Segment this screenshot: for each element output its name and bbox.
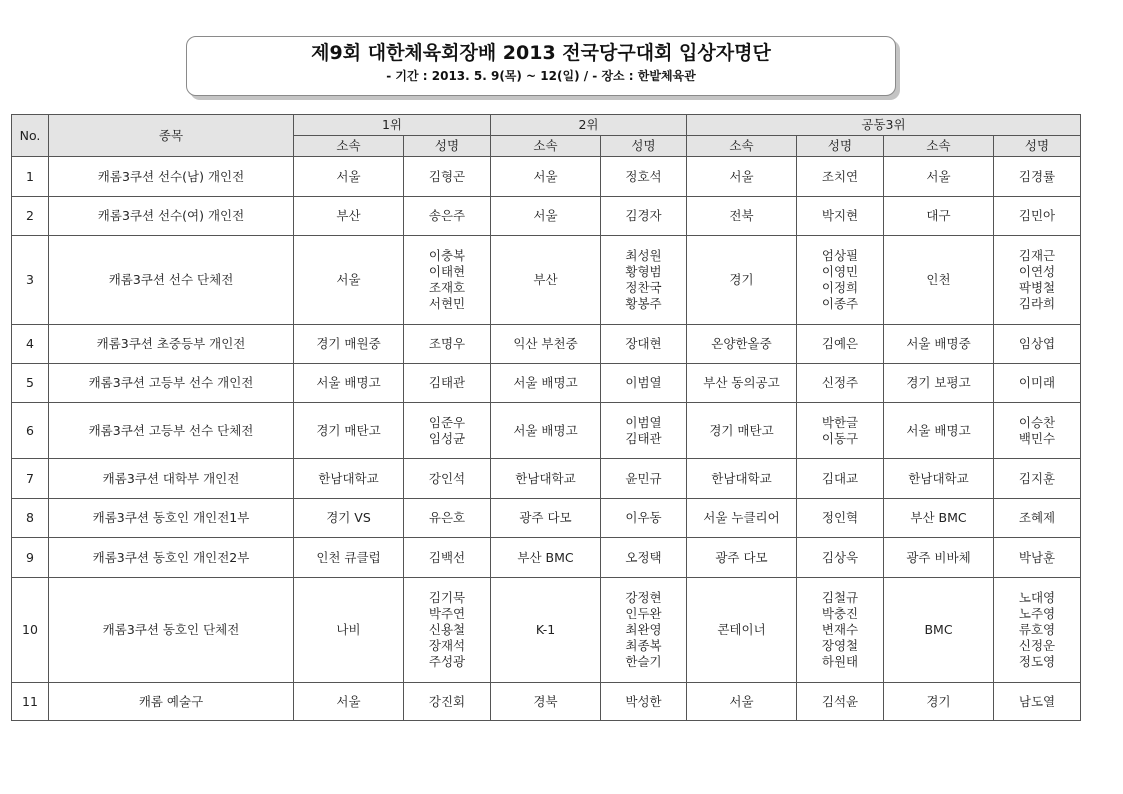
third-b-names — [994, 499, 1081, 538]
first-affiliation: 경기 VS — [294, 499, 404, 538]
player-name: 조명우 — [428, 336, 466, 351]
third-b-names — [994, 683, 1081, 721]
header-first-name: 성명 — [404, 136, 491, 157]
third-a-affiliation: 한남대학교 — [687, 459, 797, 499]
player-name: 박성한 — [625, 693, 662, 709]
player-name: 이범열 — [625, 414, 662, 430]
player-name: 최종복 — [625, 638, 662, 653]
second-names — [601, 683, 687, 721]
third-b-affiliation: 서울 — [884, 157, 994, 197]
player-name: 강정현 — [625, 590, 662, 605]
first-names — [404, 578, 491, 683]
page-title: 제9회 대한체육회장배 2013 전국당구대회 입상자명단 — [311, 42, 771, 64]
player-name: 황봉주 — [625, 296, 662, 311]
header-row-top — [12, 115, 1081, 136]
player-name: 최완영 — [625, 622, 662, 637]
header-second: 2위 — [491, 115, 687, 136]
third-b-affiliation: 경기 — [884, 683, 994, 721]
player-name: 정도영 — [1018, 654, 1056, 669]
second-affiliation: 익산 부천중 — [491, 325, 601, 364]
table-row — [12, 325, 1081, 364]
third-a-affiliation: 서울 누클리어 — [687, 499, 797, 538]
header-third-b-affiliation: 소속 — [884, 136, 994, 157]
player-name: 노주영 — [1018, 606, 1056, 621]
header-first-affiliation: 소속 — [294, 136, 404, 157]
third-a-affiliation: 부산 동의공고 — [687, 364, 797, 403]
third-a-names — [797, 683, 884, 721]
first-affiliation: 경기 매원중 — [294, 325, 404, 364]
first-affiliation: 부산 — [294, 197, 404, 236]
header-second-name: 성명 — [601, 136, 687, 157]
row-number: 2 — [12, 197, 49, 236]
third-b-names — [994, 578, 1081, 683]
player-name: 오정택 — [625, 549, 662, 565]
event-name: 캐롬3쿠션 동호인 개인전1부 — [49, 499, 294, 538]
row-number: 8 — [12, 499, 49, 538]
player-name: 장영철 — [821, 638, 859, 653]
player-name: 신정운 — [1018, 638, 1056, 653]
header-first: 1위 — [294, 115, 491, 136]
first-names — [404, 325, 491, 364]
player-name: 엄상필 — [821, 248, 859, 263]
first-names — [404, 236, 491, 325]
player-name: 송은주 — [428, 208, 466, 223]
player-name: 이동구 — [821, 430, 859, 446]
third-a-names — [797, 403, 884, 459]
player-name: 신용철 — [428, 622, 466, 637]
player-name: 김대교 — [821, 470, 859, 486]
player-name: 김상욱 — [821, 549, 859, 565]
second-names — [601, 236, 687, 325]
third-a-affiliation: 경기 매탄고 — [687, 403, 797, 459]
third-b-names — [994, 325, 1081, 364]
table-row — [12, 499, 1081, 538]
third-b-affiliation: BMC — [884, 578, 994, 683]
title-box — [186, 36, 896, 96]
second-names — [601, 157, 687, 197]
player-name: 김재근 — [1018, 248, 1056, 263]
player-name: 김예은 — [821, 336, 859, 351]
second-names — [601, 459, 687, 499]
player-name: 이태현 — [428, 264, 466, 279]
player-name: 강인석 — [428, 470, 466, 486]
third-b-names — [994, 403, 1081, 459]
event-name: 캐롬 예술구 — [49, 683, 294, 721]
player-name: 주성광 — [428, 654, 466, 669]
second-names — [601, 364, 687, 403]
player-name: 조치연 — [821, 168, 859, 184]
third-b-affiliation: 인천 — [884, 236, 994, 325]
player-name: 박지현 — [821, 208, 859, 223]
second-names — [601, 578, 687, 683]
player-name: 조재호 — [428, 280, 466, 295]
first-names — [404, 364, 491, 403]
player-name: 김경률 — [1018, 168, 1056, 184]
player-name: 황형범 — [625, 264, 662, 279]
third-b-names — [994, 197, 1081, 236]
second-affiliation: 서울 — [491, 157, 601, 197]
player-name: 조혜제 — [1018, 510, 1056, 525]
header-no: No. — [12, 115, 49, 157]
third-b-affiliation: 경기 보평고 — [884, 364, 994, 403]
player-name: 김라희 — [1018, 296, 1056, 311]
third-b-affiliation: 부산 BMC — [884, 499, 994, 538]
first-affiliation: 서울 배명고 — [294, 364, 404, 403]
third-b-names — [994, 538, 1081, 578]
first-names — [404, 157, 491, 197]
player-name: 류호영 — [1018, 622, 1056, 637]
third-b-names — [994, 157, 1081, 197]
player-name: 이정희 — [821, 280, 859, 295]
row-number: 6 — [12, 403, 49, 459]
event-name: 캐롬3쿠션 선수(남) 개인전 — [49, 157, 294, 197]
player-name: 이승찬 — [1018, 414, 1056, 430]
third-a-affiliation: 광주 다모 — [687, 538, 797, 578]
third-a-names — [797, 157, 884, 197]
player-name: 임준우 — [428, 414, 466, 430]
player-name: 김태관 — [428, 375, 466, 390]
player-name: 박주연 — [428, 606, 466, 621]
player-name: 이우동 — [625, 510, 662, 525]
event-name: 캐롬3쿠션 동호인 개인전2부 — [49, 538, 294, 578]
first-names — [404, 403, 491, 459]
third-a-names — [797, 236, 884, 325]
player-name: 김민아 — [1018, 208, 1056, 223]
first-affiliation: 서울 — [294, 157, 404, 197]
third-a-affiliation: 콘테이너 — [687, 578, 797, 683]
player-name: 정호석 — [625, 168, 662, 184]
player-name: 장재석 — [428, 638, 466, 653]
table-row — [12, 538, 1081, 578]
results-table — [11, 114, 1081, 721]
table-row — [12, 364, 1081, 403]
third-b-names — [994, 459, 1081, 499]
third-b-affiliation: 광주 비바체 — [884, 538, 994, 578]
third-a-affiliation: 서울 — [687, 157, 797, 197]
header-event: 종목 — [49, 115, 294, 157]
table-row — [12, 197, 1081, 236]
first-affiliation: 서울 — [294, 236, 404, 325]
third-b-affiliation: 서울 배명중 — [884, 325, 994, 364]
player-name: 한슬기 — [625, 654, 662, 669]
row-number: 10 — [12, 578, 49, 683]
player-name: 김경자 — [625, 208, 662, 223]
second-names — [601, 197, 687, 236]
second-names — [601, 499, 687, 538]
player-name: 김석윤 — [821, 693, 859, 709]
player-name: 장대현 — [625, 336, 662, 351]
player-name: 김지훈 — [1018, 470, 1056, 486]
first-names — [404, 683, 491, 721]
third-b-affiliation: 대구 — [884, 197, 994, 236]
event-name: 캐롬3쿠션 고등부 선수 단체전 — [49, 403, 294, 459]
table-row — [12, 236, 1081, 325]
second-affiliation: 서울 배명고 — [491, 364, 601, 403]
first-affiliation: 서울 — [294, 683, 404, 721]
table-row — [12, 578, 1081, 683]
third-a-names — [797, 459, 884, 499]
third-a-affiliation: 온양한올중 — [687, 325, 797, 364]
player-name: 이범열 — [625, 375, 662, 390]
player-name: 이연성 — [1018, 264, 1056, 279]
row-number: 9 — [12, 538, 49, 578]
player-name: 정찬국 — [625, 280, 662, 295]
player-name: 변재수 — [821, 622, 859, 637]
player-name: 남도열 — [1018, 693, 1056, 709]
table-row — [12, 403, 1081, 459]
row-number: 7 — [12, 459, 49, 499]
player-name: 정인혁 — [821, 510, 859, 525]
third-a-names — [797, 325, 884, 364]
second-affiliation: K-1 — [491, 578, 601, 683]
event-name: 캐롬3쿠션 선수 단체전 — [49, 236, 294, 325]
player-name: 김백선 — [428, 549, 466, 565]
second-affiliation: 부산 — [491, 236, 601, 325]
player-name: 김철규 — [821, 590, 859, 605]
player-name: 박남훈 — [1018, 549, 1056, 565]
first-names — [404, 538, 491, 578]
player-name: 유은호 — [428, 510, 466, 525]
header-third-a-affiliation: 소속 — [687, 136, 797, 157]
second-affiliation: 경북 — [491, 683, 601, 721]
player-name: 김형곤 — [428, 168, 466, 184]
first-affiliation: 나비 — [294, 578, 404, 683]
player-name: 최성원 — [625, 248, 662, 263]
third-b-affiliation: 한남대학교 — [884, 459, 994, 499]
player-name: 임상엽 — [1018, 336, 1056, 351]
row-number: 5 — [12, 364, 49, 403]
player-name: 신정주 — [821, 375, 859, 390]
third-b-names — [994, 364, 1081, 403]
third-b-affiliation: 서울 배명고 — [884, 403, 994, 459]
table-row — [12, 157, 1081, 197]
second-names — [601, 403, 687, 459]
player-name: 임성균 — [428, 430, 466, 446]
first-affiliation: 인천 큐클럽 — [294, 538, 404, 578]
event-name: 캐롬3쿠션 선수(여) 개인전 — [49, 197, 294, 236]
player-name: 박한글 — [821, 414, 859, 430]
second-affiliation: 한남대학교 — [491, 459, 601, 499]
first-names — [404, 197, 491, 236]
first-names — [404, 499, 491, 538]
third-a-affiliation: 서울 — [687, 683, 797, 721]
player-name: 이충복 — [428, 248, 466, 263]
player-name: 이종주 — [821, 296, 859, 311]
player-name: 하원태 — [821, 654, 859, 669]
player-name: 백민수 — [1018, 430, 1056, 446]
header-second-affiliation: 소속 — [491, 136, 601, 157]
player-name: 인두완 — [625, 606, 662, 621]
second-names — [601, 325, 687, 364]
third-b-names — [994, 236, 1081, 325]
page-subtitle: - 기간 : 2013. 5. 9(목) ~ 12(일) / - 장소 : 한밭체육관 — [386, 69, 696, 83]
player-name: 이영민 — [821, 264, 859, 279]
third-a-names — [797, 197, 884, 236]
header-third: 공동3위 — [687, 115, 1081, 136]
event-name: 캐롬3쿠션 대학부 개인전 — [49, 459, 294, 499]
event-name: 캐롬3쿠션 초중등부 개인전 — [49, 325, 294, 364]
player-name: 김기묵 — [428, 590, 466, 605]
third-a-names — [797, 538, 884, 578]
player-name: 이미래 — [1018, 375, 1056, 390]
first-affiliation: 한남대학교 — [294, 459, 404, 499]
first-affiliation: 경기 매탄고 — [294, 403, 404, 459]
event-name: 캐롬3쿠션 고등부 선수 개인전 — [49, 364, 294, 403]
results-body — [12, 157, 1081, 721]
second-affiliation: 부산 BMC — [491, 538, 601, 578]
player-name: 강진회 — [428, 693, 466, 709]
player-name: 팍병철 — [1018, 280, 1056, 295]
third-a-names — [797, 578, 884, 683]
second-affiliation: 서울 — [491, 197, 601, 236]
player-name: 노대영 — [1018, 590, 1056, 605]
row-number: 1 — [12, 157, 49, 197]
third-a-affiliation: 전북 — [687, 197, 797, 236]
third-a-names — [797, 499, 884, 538]
table-row — [12, 459, 1081, 499]
player-name: 윤민규 — [625, 470, 662, 486]
player-name: 박충진 — [821, 606, 859, 621]
header-third-a-name: 성명 — [797, 136, 884, 157]
first-names — [404, 459, 491, 499]
third-a-affiliation: 경기 — [687, 236, 797, 325]
second-affiliation: 서울 배명고 — [491, 403, 601, 459]
header-third-b-name: 성명 — [994, 136, 1081, 157]
second-affiliation: 광주 다모 — [491, 499, 601, 538]
row-number: 11 — [12, 683, 49, 721]
row-number: 3 — [12, 236, 49, 325]
player-name: 서현민 — [428, 296, 466, 311]
third-a-names — [797, 364, 884, 403]
event-name: 캐롬3쿠션 동호인 단체전 — [49, 578, 294, 683]
second-names — [601, 538, 687, 578]
player-name: 김태관 — [625, 430, 662, 446]
row-number: 4 — [12, 325, 49, 364]
table-row — [12, 683, 1081, 721]
